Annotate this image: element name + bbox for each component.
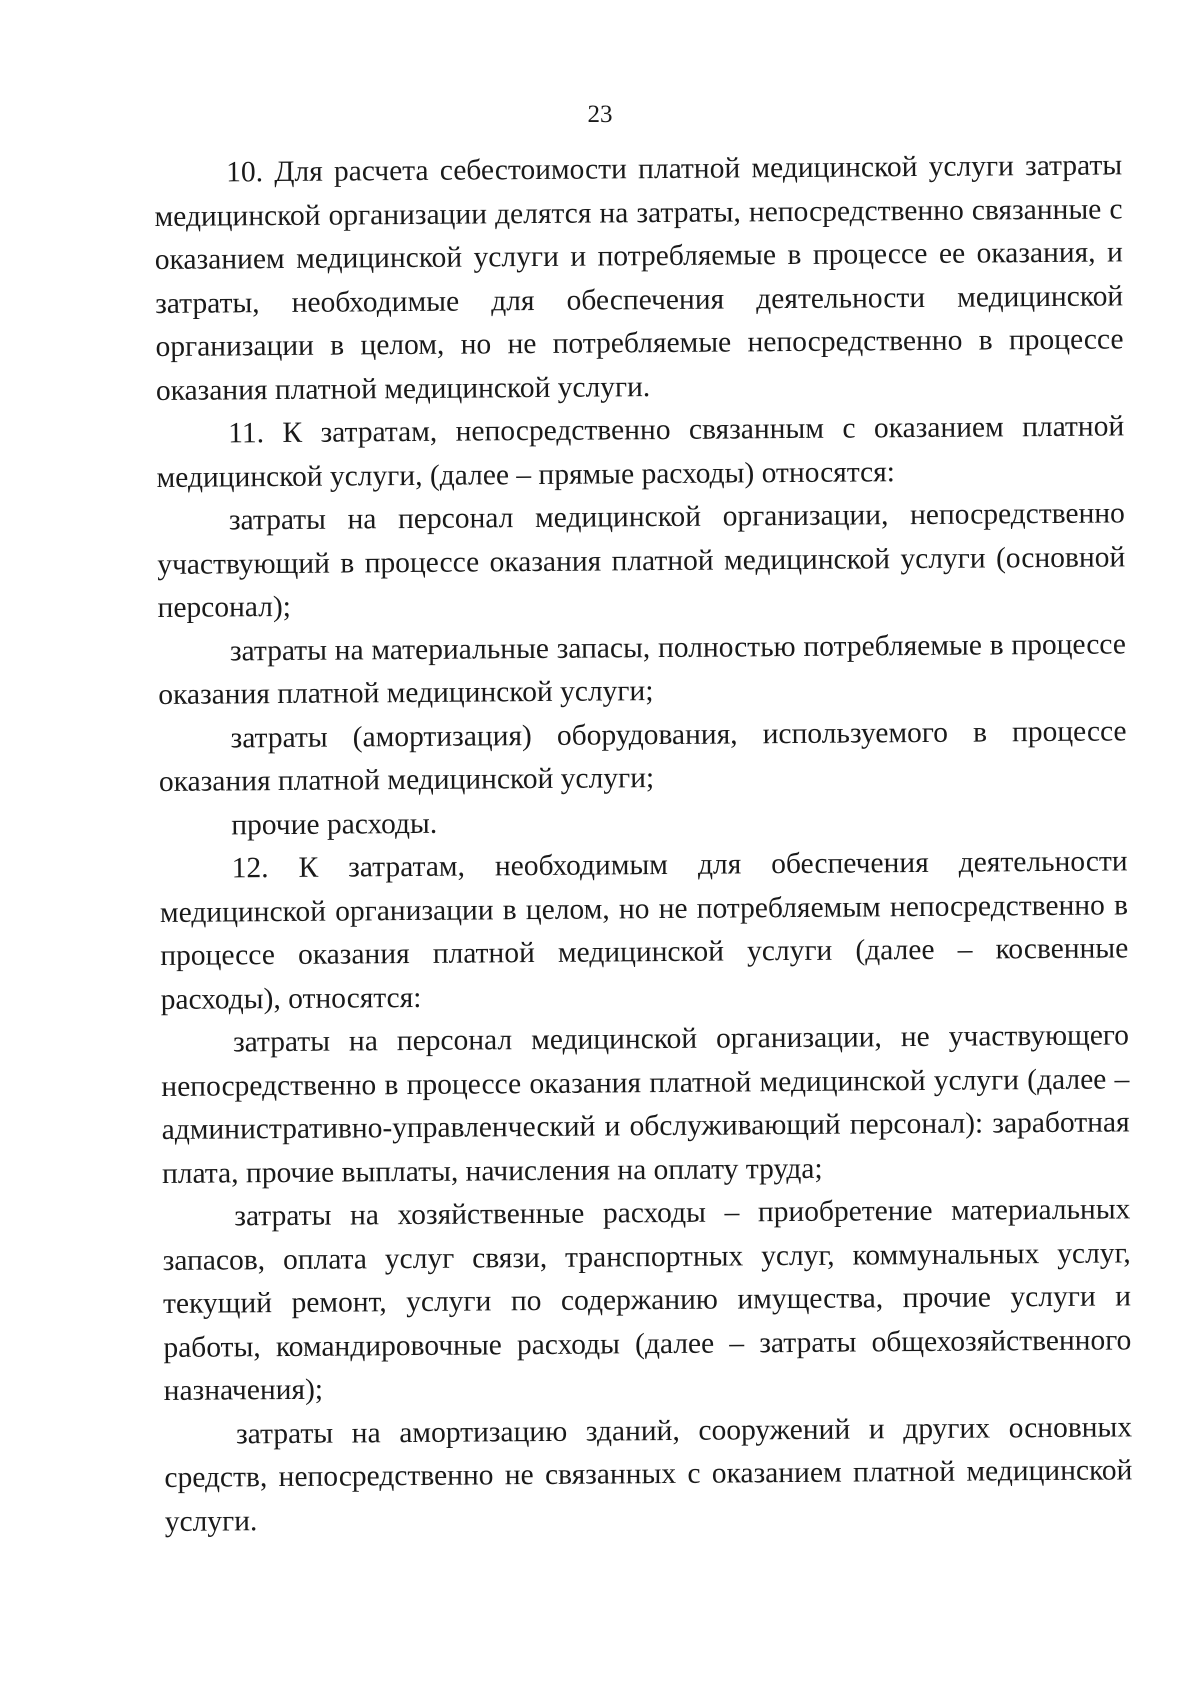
document-body — [154, 144, 1133, 1544]
paragraph-item-10: 10. Для расчета себестоимости платной медицинской услуги затраты медицинской организации делятся на затраты, непосредственно связанные с оказанием медицинской услуги и потребляемые в процессе ее оказания, и затраты, необходимые для обеспечения деятельности медицинской организации в целом, но не потребляемые непосредственно в процессе оказания платной медицинской услуги. — [154, 149, 1124, 407]
paragraph-indirect-cost-staff: затраты на персонал медицинской организации, не участвующего непосредственно в процессе оказания платной медицинской услуги (далее – административно-управленческий и обслуживающий персонал): заработная плата, прочие выплаты, начисления на оплату труда; — [161, 1019, 1130, 1190]
paragraph-item-12: 12. К затратам, необходимым для обеспечения деятельности медицинской организации в целом, но не потребляемым непосредственно в процессе оказания платной медицинской услуги (далее – косвенные расходы), относятся: — [159, 845, 1129, 1016]
paragraph-item-11: 11. К затратам, непосредственно связанным с оказанием платной медицинской услуги, (далее – прямые расходы) относятся: — [156, 410, 1125, 494]
paragraph-direct-cost-staff: затраты на персонал медицинской организации, непосредственно участвующий в процессе оказания платной медицинской услуги (основной персонал); — [157, 497, 1126, 624]
paragraph-direct-cost-materials: затраты на материальные запасы, полностью потребляемые в процессе оказания платной медицинской услуги; — [158, 627, 1127, 711]
paragraph-indirect-cost-household: затраты на хозяйственные расходы – приобретение материальных запасов, оплата услуг связи, транспортных услуг, коммунальных услуг, текущий ремонт, услуги по содержанию имущества, прочие услуги и работы, командировочные расходы (далее – затраты общехозяйственного назначения); — [162, 1193, 1132, 1407]
paragraph-indirect-cost-depreciation: затраты на амортизацию зданий, сооружений и других основных средств, непосредственно не связанных с оказанием платной медицинской услуги. — [164, 1410, 1133, 1538]
page-number: 23 — [587, 101, 613, 128]
paragraph-direct-cost-other: прочие расходы. — [231, 807, 438, 841]
paragraph-direct-cost-equipment: затраты (амортизация) оборудования, используемого в процессе оказания платной медицинской услуги; — [158, 714, 1127, 798]
